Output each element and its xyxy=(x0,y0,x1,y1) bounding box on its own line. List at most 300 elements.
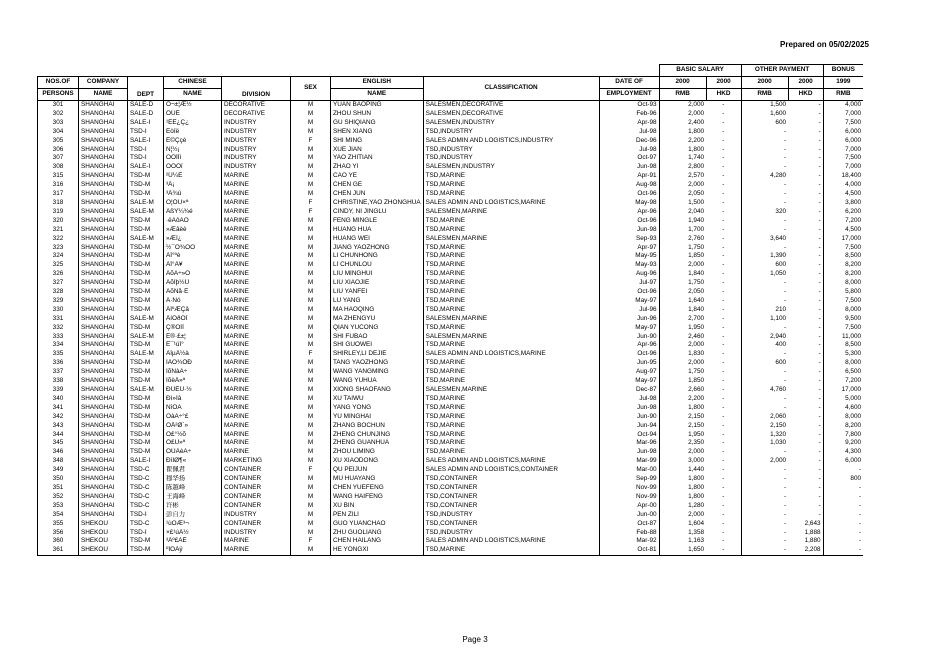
col-basic-rmb: RMB xyxy=(659,89,706,101)
col-company: COMPANY xyxy=(79,77,128,89)
dept-cell: TSD-M xyxy=(128,413,164,422)
bonus-rmb-cell: 6,000 xyxy=(823,128,863,137)
col-sex: SEX xyxy=(291,77,331,101)
other-payment-hkd-cell: - xyxy=(818,448,821,456)
table-row xyxy=(38,333,864,342)
other-payment-hkd-cell: - xyxy=(818,332,821,340)
bonus-rmb-cell: 8,000 xyxy=(823,359,863,368)
chinese-name-cell: ×£¹úÂ½ xyxy=(164,529,222,538)
persons-no-cell: 352 xyxy=(38,493,79,502)
sex-cell: M xyxy=(291,306,331,315)
col-nos-of: NOS.OF xyxy=(38,77,79,89)
persons-no-cell: 323 xyxy=(38,244,79,253)
sex-cell: M xyxy=(291,511,331,520)
other-payment-hkd-cell: - xyxy=(818,243,821,251)
basic-salary-hkd-cell: - xyxy=(722,145,725,153)
basic-salary-rmb-cell: 2,660 xyxy=(659,386,706,395)
basic-salary-rmb-cell: 2,000 xyxy=(659,261,706,270)
other-payment-hkd-cell: - xyxy=(818,172,821,180)
chinese-name-cell: 陈越峰 xyxy=(164,484,222,493)
company-name-cell: SHANGHAI xyxy=(79,261,128,270)
english-name-cell: SHI FUBAO xyxy=(331,333,424,342)
page-number: Page 3 xyxy=(462,635,488,644)
other-payment-hkd-cell: - xyxy=(818,386,821,393)
other-payment-hkd-cell: - xyxy=(818,457,821,465)
basic-salary-hkd-cell: - xyxy=(722,377,725,385)
sex-cell: M xyxy=(291,146,331,155)
basic-salary-hkd-cell: - xyxy=(722,314,725,322)
division-cell: CONTAINER xyxy=(222,520,291,529)
sex-cell: M xyxy=(291,190,331,199)
chinese-name-cell: ÁõÑå·É xyxy=(164,288,222,297)
division-cell: MARINE xyxy=(222,190,291,199)
col-english: ENGLISH xyxy=(331,77,424,89)
other-payment-rmb-cell: - xyxy=(741,279,788,288)
sex-cell: M xyxy=(291,119,331,128)
persons-no-cell: 334 xyxy=(38,341,79,350)
other-payment-hkd-cell: - xyxy=(818,234,821,242)
employment-date-cell: Jun-95 xyxy=(599,359,659,368)
employment-date-cell: Apr-97 xyxy=(599,244,659,253)
dept-cell: TSD-M xyxy=(128,226,164,235)
division-cell: MARINE xyxy=(222,315,291,324)
chinese-name-cell: Ê¯¹úÎ° xyxy=(164,341,222,350)
company-name-cell: SHANGHAI xyxy=(79,279,128,288)
other-payment-hkd-cell: - xyxy=(818,483,821,491)
basic-salary-rmb-cell: 2,050 xyxy=(659,190,706,199)
table-row xyxy=(38,208,864,217)
company-name-cell: SHANGHAI xyxy=(79,288,128,297)
other-payment-rmb-cell: - xyxy=(741,324,788,333)
sex-cell: M xyxy=(291,110,331,119)
classification-cell: TSD,INDUSTRY xyxy=(423,511,599,520)
sex-cell: M xyxy=(291,431,331,440)
company-name-cell: SHANGHAI xyxy=(79,244,128,253)
chinese-name-cell: ÓàÃ÷°£ xyxy=(164,413,222,422)
english-name-cell: HE YONGXI xyxy=(331,546,424,555)
persons-no-cell: 337 xyxy=(38,368,79,377)
other-payment-rmb-cell: 4,280 xyxy=(741,172,788,181)
bonus-rmb-cell: 8,200 xyxy=(823,261,863,270)
persons-no-cell: 305 xyxy=(38,137,79,146)
basic-salary-header: BASIC SALARY xyxy=(659,65,741,77)
dept-cell: SALE-M xyxy=(128,208,164,217)
basic-salary-rmb-cell: 1,840 xyxy=(659,306,706,315)
classification-cell: TSD,CONTAINER xyxy=(423,493,599,502)
dept-cell: TSD-M xyxy=(128,448,164,457)
company-name-cell: SHANGHAI xyxy=(79,324,128,333)
dept-cell: TSD-M xyxy=(128,270,164,279)
basic-salary-rmb-cell: 2,000 xyxy=(659,181,706,190)
division-cell: INDUSTRY xyxy=(222,128,291,137)
classification-cell: TSD,MARINE xyxy=(423,244,599,253)
persons-no-cell: 327 xyxy=(38,279,79,288)
bonus-rmb-cell: 6,000 xyxy=(823,137,863,146)
table-row xyxy=(38,546,864,555)
bonus-rmb-cell: 8,200 xyxy=(823,422,863,431)
company-name-cell: SHANGHAI xyxy=(79,377,128,386)
english-name-cell: YUAN BAOPING xyxy=(331,101,424,110)
chinese-name-cell: ³Â¡ xyxy=(164,181,222,190)
division-cell: CONTAINER xyxy=(222,493,291,502)
header-row-1 xyxy=(38,77,864,89)
sex-cell: M xyxy=(291,422,331,431)
english-name-cell: ZHOU LIMING xyxy=(331,448,424,457)
sex-cell: M xyxy=(291,377,331,386)
table-row xyxy=(38,110,864,119)
table-row xyxy=(38,404,864,413)
basic-salary-rmb-cell: 1,750 xyxy=(659,244,706,253)
basic-salary-rmb-cell: 1,800 xyxy=(659,484,706,493)
basic-salary-hkd-cell: - xyxy=(722,216,725,224)
bonus-rmb-cell: 800 xyxy=(823,475,863,484)
classification-cell: TSD,MARINE xyxy=(423,422,599,431)
other-payment-rmb-cell: 320 xyxy=(741,208,788,217)
chinese-name-cell: »Æâèè xyxy=(164,226,222,235)
classification-cell: TSD,MARINE xyxy=(423,368,599,377)
english-name-cell: CHEN GE xyxy=(331,181,424,190)
table-row xyxy=(38,146,864,155)
col-bonus-1999: 1999 xyxy=(823,77,863,89)
other-payment-rmb-cell: 2,940 xyxy=(741,333,788,342)
dept-cell: TSD-M xyxy=(128,297,164,306)
classification-cell: TSD,MARINE xyxy=(423,217,599,226)
employment-date-cell: Mar-96 xyxy=(599,439,659,448)
other-payment-rmb-cell: - xyxy=(741,350,788,359)
employment-date-cell: Jun-90 xyxy=(599,413,659,422)
basic-salary-rmb-cell: 1,358 xyxy=(659,529,706,538)
english-name-cell: ZHOU SHUN xyxy=(331,110,424,119)
chinese-name-cell: Ñ¦½¡ xyxy=(164,146,222,155)
sex-cell: F xyxy=(291,466,331,475)
other-payment-hkd-cell: - xyxy=(818,466,821,474)
header-row-group xyxy=(38,65,864,77)
other-payment-hkd-cell: - xyxy=(818,109,821,117)
english-name-cell: XUE JIAN xyxy=(331,146,424,155)
classification-cell: SALESMEN,INDUSTRY xyxy=(423,163,599,172)
bonus-rmb-cell: 7,500 xyxy=(823,297,863,306)
basic-salary-rmb-cell: 2,000 xyxy=(659,359,706,368)
basic-salary-rmb-cell: 2,000 xyxy=(659,101,706,110)
table-row xyxy=(38,279,864,288)
chinese-name-cell: Ò¦ÖÙ×ª xyxy=(164,199,222,208)
division-cell: MARINE xyxy=(222,252,291,261)
basic-salary-hkd-cell: - xyxy=(722,118,725,126)
english-name-cell: SHIRLEY,LI DEJIE xyxy=(331,350,424,359)
employment-date-cell: Aug-97 xyxy=(599,368,659,377)
basic-salary-hkd-cell: - xyxy=(722,368,725,376)
chinese-name-cell: Ê©Ççè xyxy=(164,137,222,146)
classification-cell: TSD,CONTAINER xyxy=(423,484,599,493)
other-payment-rmb-cell: - xyxy=(741,163,788,172)
persons-no-cell: 315 xyxy=(38,172,79,181)
dept-cell: TSD-I xyxy=(128,511,164,520)
company-name-cell: SHANGHAI xyxy=(79,235,128,244)
other-payment-rmb-cell: - xyxy=(741,395,788,404)
col-chinese-name: NAME xyxy=(164,89,222,101)
division-cell: DECORATIVE xyxy=(222,101,291,110)
classification-cell: TSD,MARINE xyxy=(423,279,599,288)
bonus-rmb-cell: - xyxy=(823,529,863,538)
employment-date-cell: Jun-00 xyxy=(599,511,659,520)
division-cell: CONTAINER xyxy=(222,466,291,475)
classification-cell: SALES ADMIN AND LOGISTICS,MARINE xyxy=(423,350,599,359)
other-payment-rmb-cell: - xyxy=(741,502,788,511)
division-cell: MARINE xyxy=(222,270,291,279)
classification-cell: TSD,CONTAINER xyxy=(423,502,599,511)
bonus-rmb-cell: 5,300 xyxy=(823,350,863,359)
english-name-cell: XIONG SHAOFANG xyxy=(331,386,424,395)
employment-date-cell: Mar-99 xyxy=(599,457,659,466)
english-name-cell: WANG YUHUA xyxy=(331,377,424,386)
basic-salary-rmb-cell: 1,840 xyxy=(659,270,706,279)
basic-salary-rmb-cell: 3,000 xyxy=(659,457,706,466)
table-row xyxy=(38,377,864,386)
other-payment-rmb-cell: - xyxy=(741,493,788,502)
prepared-date: Prepared on 05/02/2025 xyxy=(780,40,869,49)
company-name-cell: SHANGHAI xyxy=(79,350,128,359)
english-name-cell: PEN ZILI xyxy=(331,511,424,520)
sex-cell: M xyxy=(291,457,331,466)
bonus-rmb-cell: 8,000 xyxy=(823,413,863,422)
other-payment-hkd-cell: - xyxy=(818,323,821,331)
table-row xyxy=(38,226,864,235)
chinese-name-cell: ÒÔÎÌì xyxy=(164,154,222,163)
english-name-cell: XU BIN xyxy=(331,502,424,511)
col-bonus-rmb: RMB xyxy=(823,89,863,101)
sex-cell: M xyxy=(291,395,331,404)
other-payment-rmb-cell: - xyxy=(741,466,788,475)
other-payment-rmb-cell: - xyxy=(741,404,788,413)
basic-salary-rmb-cell: 2,150 xyxy=(659,422,706,431)
division-cell: MARINE xyxy=(222,350,291,359)
bonus-rmb-cell: 4,500 xyxy=(823,226,863,235)
basic-salary-rmb-cell: 2,760 xyxy=(659,235,706,244)
division-cell: MARINE xyxy=(222,199,291,208)
chinese-name-cell: ÌÀÒ¾ÖÐ xyxy=(164,359,222,368)
sex-cell: M xyxy=(291,270,331,279)
english-name-cell: MA ZHENGYU xyxy=(331,315,424,324)
bonus-rmb-cell: 7,500 xyxy=(823,154,863,163)
bonus-rmb-cell: 5,800 xyxy=(823,288,863,297)
other-payment-hkd-cell: - xyxy=(818,368,821,376)
basic-salary-rmb-cell: 1,280 xyxy=(659,502,706,511)
basic-salary-hkd-cell: - xyxy=(722,207,725,215)
basic-salary-hkd-cell: - xyxy=(722,288,725,296)
persons-no-cell: 339 xyxy=(38,386,79,395)
division-cell: MARINE xyxy=(222,324,291,333)
dept-cell: TSD-C xyxy=(128,520,164,529)
english-name-cell: CINDY, NI JINGLU xyxy=(331,208,424,217)
bonus-rmb-cell: - xyxy=(823,484,863,493)
other-payment-rmb-cell: - xyxy=(741,181,788,190)
chinese-name-cell: Éòîë xyxy=(164,128,222,137)
sex-cell: M xyxy=(291,101,331,110)
division-cell: MARINE xyxy=(222,217,291,226)
company-name-cell: SHANGHAI xyxy=(79,137,128,146)
basic-salary-hkd-cell: - xyxy=(722,181,725,189)
employment-date-cell: May-95 xyxy=(599,252,659,261)
sex-cell: M xyxy=(291,502,331,511)
dept-cell: TSD-C xyxy=(128,466,164,475)
bonus-rmb-cell: 9,500 xyxy=(823,315,863,324)
other-payment-rmb-cell: - xyxy=(741,529,788,538)
classification-cell: SALES ADMIN AND LOGISTICS,CONTAINER xyxy=(423,466,599,475)
sex-cell: M xyxy=(291,163,331,172)
division-cell: MARINE xyxy=(222,359,291,368)
table-row xyxy=(38,101,864,110)
basic-salary-rmb-cell: 1,163 xyxy=(659,537,706,546)
dept-cell: TSD-I xyxy=(128,146,164,155)
persons-no-cell: 303 xyxy=(38,119,79,128)
dept-cell: TSD-M xyxy=(128,439,164,448)
english-name-cell: WANG HAIFENG xyxy=(331,493,424,502)
division-cell: MARINE xyxy=(222,244,291,253)
basic-salary-hkd-cell: - xyxy=(722,350,725,358)
english-name-cell: QIAN YUCONG xyxy=(331,324,424,333)
col-employment: EMPLOYMENT xyxy=(599,89,659,101)
basic-salary-hkd-cell: - xyxy=(722,528,725,536)
basic-salary-hkd-cell: - xyxy=(722,323,725,331)
sex-cell: M xyxy=(291,172,331,181)
other-payment-rmb-cell: 2,150 xyxy=(741,422,788,431)
division-cell: MARINE xyxy=(222,439,291,448)
basic-salary-hkd-cell: - xyxy=(722,305,725,313)
dept-cell: TSD-M xyxy=(128,190,164,199)
english-name-cell: YU MINGHAI xyxy=(331,413,424,422)
other-payment-hkd-cell: - xyxy=(818,145,821,153)
employment-date-cell: Apr-00 xyxy=(599,502,659,511)
dept-cell: SALE-M xyxy=(128,315,164,324)
other-payment-hkd-cell: - xyxy=(818,261,821,269)
persons-no-cell: 346 xyxy=(38,448,79,457)
chinese-name-cell: ÁõÃ÷»Ô xyxy=(164,270,222,279)
other-payment-hkd-cell: - xyxy=(818,288,821,296)
basic-salary-rmb-cell: 1,800 xyxy=(659,128,706,137)
persons-no-cell: 331 xyxy=(38,315,79,324)
persons-no-cell: 341 xyxy=(38,404,79,413)
persons-no-cell: 348 xyxy=(38,457,79,466)
table-row xyxy=(38,270,864,279)
employment-date-cell: Jul-98 xyxy=(599,395,659,404)
company-name-cell: SHANGHAI xyxy=(79,315,128,324)
other-payment-hkd-cell: - xyxy=(818,377,821,385)
english-name-cell: ZHENG CHUNJING xyxy=(331,431,424,440)
company-name-cell: SHANGHAI xyxy=(79,146,128,155)
basic-salary-hkd-cell: - xyxy=(722,430,725,438)
dept-cell: SALE-M xyxy=(128,350,164,359)
other-payment-hkd-cell: - xyxy=(818,279,821,287)
other-payment-hkd-cell: - xyxy=(818,350,821,358)
employment-date-cell: Oct-96 xyxy=(599,217,659,226)
chinese-name-cell: Ö£°½õ xyxy=(164,431,222,440)
chinese-name-cell: ºÎÓÀÿ xyxy=(164,546,222,555)
classification-cell: TSD,MARINE xyxy=(423,546,599,555)
basic-salary-hkd-cell: - xyxy=(722,198,725,206)
sex-cell: F xyxy=(291,350,331,359)
english-name-cell: LI CHUNHONG xyxy=(331,252,424,261)
employment-date-cell: Oct-97 xyxy=(599,154,659,163)
employment-date-cell: Apr-91 xyxy=(599,172,659,181)
division-cell: MARKETING xyxy=(222,457,291,466)
basic-salary-rmb-cell: 1,650 xyxy=(659,546,706,555)
dept-cell: SALE-I xyxy=(128,137,164,146)
english-name-cell: ZHANG BOCHUN xyxy=(331,422,424,431)
english-name-cell: LIU YANFEI xyxy=(331,288,424,297)
table-row xyxy=(38,235,864,244)
other-payment-rmb-cell: 600 xyxy=(741,119,788,128)
classification-cell: TSD,MARINE xyxy=(423,252,599,261)
basic-salary-rmb-cell: 1,800 xyxy=(659,404,706,413)
chinese-name-cell: 彭自力 xyxy=(164,511,222,520)
chinese-name-cell: Ö¬±¦Æ½ xyxy=(164,101,222,110)
employment-date-cell: May-98 xyxy=(599,199,659,208)
table-row xyxy=(38,128,864,137)
chinese-name-cell: 穆华扬 xyxy=(164,475,222,484)
table-row xyxy=(38,439,864,448)
employment-date-cell: May-97 xyxy=(599,297,659,306)
table-row xyxy=(38,422,864,431)
dept-cell: TSD-M xyxy=(128,252,164,261)
bonus-rmb-cell: - xyxy=(823,493,863,502)
company-name-cell: SHANGHAI xyxy=(79,172,128,181)
basic-salary-rmb-cell: 1,750 xyxy=(659,279,706,288)
table-row xyxy=(38,341,864,350)
company-name-cell: SHANGHAI xyxy=(79,270,128,279)
basic-salary-rmb-cell: 1,830 xyxy=(659,350,706,359)
division-cell: MARINE xyxy=(222,546,291,555)
table-row xyxy=(38,119,864,128)
basic-salary-rmb-cell: 1,500 xyxy=(659,199,706,208)
other-payment-hkd-cell: - xyxy=(818,475,821,483)
division-cell: MARINE xyxy=(222,333,291,342)
table-row xyxy=(38,466,864,475)
basic-salary-rmb-cell: 1,950 xyxy=(659,431,706,440)
persons-no-cell: 333 xyxy=(38,333,79,342)
division-cell: MARINE xyxy=(222,279,291,288)
employment-date-cell: Sep-93 xyxy=(599,235,659,244)
english-name-cell: WANG YANGMING xyxy=(331,368,424,377)
division-cell: MARINE xyxy=(222,377,291,386)
chinese-name-cell: ¹ËÊ¿Ç¿ xyxy=(164,119,222,128)
other-payment-hkd-cell: - xyxy=(818,136,821,144)
division-cell: INDUSTRY xyxy=(222,511,291,520)
table-row xyxy=(38,137,864,146)
sex-cell: M xyxy=(291,324,331,333)
other-payment-hkd-cell: - xyxy=(818,252,821,260)
dept-cell: TSD-M xyxy=(128,395,164,404)
other-payment-header: OTHER PAYMENT xyxy=(741,65,823,77)
sex-cell: M xyxy=(291,520,331,529)
division-cell: MARINE xyxy=(222,235,291,244)
company-name-cell: SHANGHAI xyxy=(79,457,128,466)
english-name-cell: LIU MINGHUI xyxy=(331,270,424,279)
basic-salary-rmb-cell: 2,800 xyxy=(659,163,706,172)
employment-date-cell: Jun-98 xyxy=(599,163,659,172)
chinese-name-cell: 许彬 xyxy=(164,502,222,511)
division-cell: DECORATIVE xyxy=(222,110,291,119)
dept-cell: TSD-M xyxy=(128,279,164,288)
division-cell: MARINE xyxy=(222,288,291,297)
division-cell: MARINE xyxy=(222,306,291,315)
company-name-cell: SHANGHAI xyxy=(79,226,128,235)
dept-cell: TSD-I xyxy=(128,128,164,137)
other-payment-hkd-cell: - xyxy=(818,181,821,189)
classification-cell: TSD,INDUSTRY xyxy=(423,128,599,137)
table-row xyxy=(38,386,864,395)
other-payment-rmb-cell: - xyxy=(741,146,788,155)
employment-date-cell: Sep-99 xyxy=(599,475,659,484)
